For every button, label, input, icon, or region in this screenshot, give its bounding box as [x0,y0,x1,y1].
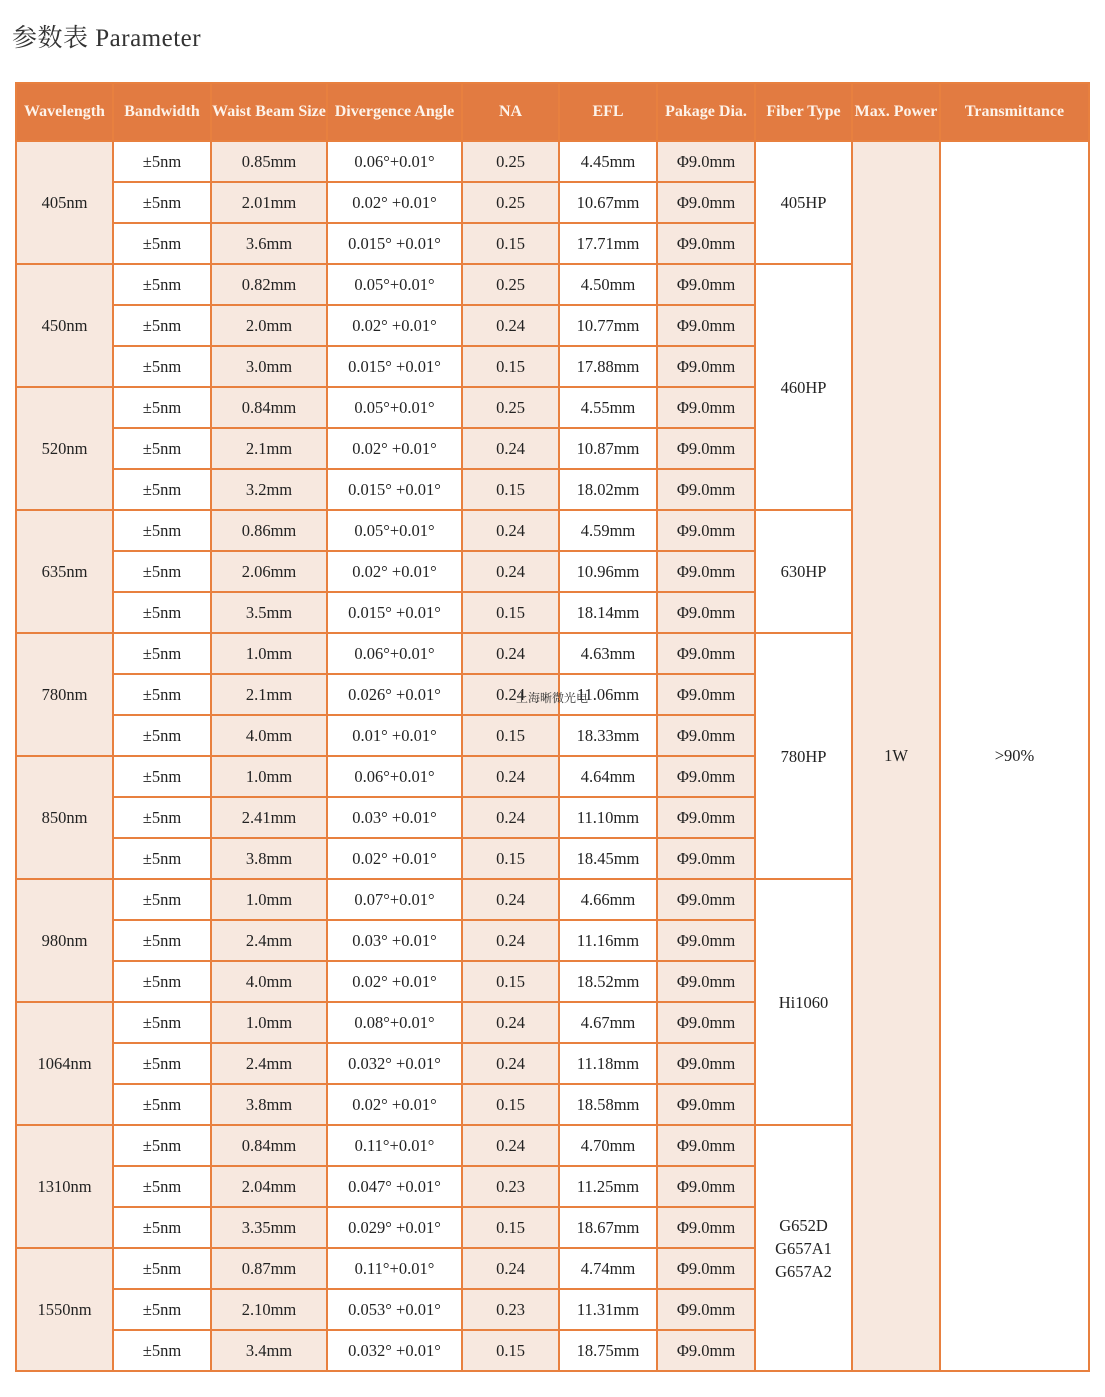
bandwidth-cell: ±5nm [113,1002,211,1043]
header-transmittance: Transmittance [940,83,1089,141]
wavelength-cell: 450nm [16,264,113,387]
wavelength-cell: 1310nm [16,1125,113,1248]
waist-beam-size-cell: 0.84mm [211,1125,327,1166]
divergence-angle-cell: 0.05°+0.01° [327,510,462,551]
efl-cell: 18.45mm [559,838,657,879]
waist-beam-size-cell: 2.41mm [211,797,327,838]
efl-cell: 18.02mm [559,469,657,510]
wavelength-cell: 635nm [16,510,113,633]
waist-beam-size-cell: 0.87mm [211,1248,327,1289]
package-dia-cell: Φ9.0mm [657,1166,755,1207]
na-cell: 0.24 [462,551,559,592]
package-dia-cell: Φ9.0mm [657,715,755,756]
divergence-angle-cell: 0.015° +0.01° [327,469,462,510]
efl-cell: 10.96mm [559,551,657,592]
na-cell: 0.24 [462,1002,559,1043]
bandwidth-cell: ±5nm [113,1207,211,1248]
bandwidth-cell: ±5nm [113,961,211,1002]
header-divergence-angle: Divergence Angle [327,83,462,141]
divergence-angle-cell: 0.015° +0.01° [327,592,462,633]
divergence-angle-cell: 0.02° +0.01° [327,428,462,469]
waist-beam-size-cell: 4.0mm [211,961,327,1002]
package-dia-cell: Φ9.0mm [657,387,755,428]
efl-cell: 4.63mm [559,633,657,674]
wavelength-cell: 780nm [16,633,113,756]
package-dia-cell: Φ9.0mm [657,264,755,305]
divergence-angle-cell: 0.029° +0.01° [327,1207,462,1248]
na-cell: 0.24 [462,879,559,920]
bandwidth-cell: ±5nm [113,879,211,920]
na-cell: 0.25 [462,387,559,428]
divergence-angle-cell: 0.026° +0.01° [327,674,462,715]
divergence-angle-cell: 0.07°+0.01° [327,879,462,920]
bandwidth-cell: ±5nm [113,756,211,797]
divergence-angle-cell: 0.05°+0.01° [327,264,462,305]
divergence-angle-cell: 0.03° +0.01° [327,797,462,838]
bandwidth-cell: ±5nm [113,1248,211,1289]
waist-beam-size-cell: 0.82mm [211,264,327,305]
efl-cell: 11.16mm [559,920,657,961]
bandwidth-cell: ±5nm [113,1043,211,1084]
divergence-angle-cell: 0.02° +0.01° [327,1084,462,1125]
watermark: 上海晰微光电 [516,691,589,705]
na-cell: 0.15 [462,1084,559,1125]
divergence-angle-cell: 0.02° +0.01° [327,182,462,223]
fiber-type-cell [755,1125,852,1371]
bandwidth-cell: ±5nm [113,838,211,879]
max-power-cell: 1W [852,141,940,1371]
package-dia-cell: Φ9.0mm [657,797,755,838]
waist-beam-size-cell: 2.04mm [211,1166,327,1207]
na-cell: 0.15 [462,223,559,264]
header-bandwidth: Bandwidth [113,83,211,141]
bandwidth-cell: ±5nm [113,469,211,510]
na-cell: 0.15 [462,592,559,633]
divergence-angle-cell: 0.053° +0.01° [327,1289,462,1330]
bandwidth-cell: ±5nm [113,428,211,469]
bandwidth-cell: ±5nm [113,797,211,838]
na-cell: 0.15 [462,1330,559,1371]
bandwidth-cell: ±5nm [113,305,211,346]
wavelength-cell: 405nm [16,141,113,264]
divergence-angle-cell: 0.032° +0.01° [327,1043,462,1084]
header-efl: EFL [559,83,657,141]
waist-beam-size-cell: 2.01mm [211,182,327,223]
fiber-type-line: 780HP [780,746,827,766]
bandwidth-cell: ±5nm [113,223,211,264]
na-cell: 0.15 [462,961,559,1002]
na-cell: 0.24 [462,1125,559,1166]
waist-beam-size-cell: 2.4mm [211,1043,327,1084]
fiber-type-cell [755,633,852,879]
waist-beam-size-cell: 0.85mm [211,141,327,182]
waist-beam-size-cell: 2.1mm [211,674,327,715]
table-row [16,141,1089,182]
bandwidth-cell: ±5nm [113,387,211,428]
divergence-angle-cell: 0.032° +0.01° [327,1330,462,1371]
efl-cell: 18.52mm [559,961,657,1002]
efl-cell: 4.70mm [559,1125,657,1166]
bandwidth-cell: ±5nm [113,1125,211,1166]
wavelength-cell: 1064nm [16,1002,113,1125]
fiber-type-line: G657A2 [775,1261,832,1281]
bandwidth-cell: ±5nm [113,346,211,387]
divergence-angle-cell: 0.08°+0.01° [327,1002,462,1043]
bandwidth-cell: ±5nm [113,182,211,223]
divergence-angle-cell: 0.02° +0.01° [327,961,462,1002]
bandwidth-cell: ±5nm [113,551,211,592]
divergence-angle-cell: 0.06°+0.01° [327,141,462,182]
bandwidth-cell: ±5nm [113,264,211,305]
bandwidth-cell: ±5nm [113,1330,211,1371]
header-wavelength: Wavelength [16,83,113,141]
header-na: NA [462,83,559,141]
fiber-type-cell [755,510,852,633]
na-cell: 0.24 [462,1043,559,1084]
fiber-type-line: G657A1 [775,1238,832,1258]
package-dia-cell: Φ9.0mm [657,305,755,346]
na-cell: 0.24 [462,510,559,551]
package-dia-cell: Φ9.0mm [657,346,755,387]
header-fiber-type: Fiber Type [755,83,852,141]
page-title: 参数表 Parameter [12,25,202,52]
divergence-angle-cell: 0.02° +0.01° [327,305,462,346]
waist-beam-size-cell: 2.1mm [211,428,327,469]
package-dia-cell: Φ9.0mm [657,141,755,182]
efl-cell: 18.33mm [559,715,657,756]
waist-beam-size-cell: 1.0mm [211,879,327,920]
waist-beam-size-cell: 3.0mm [211,346,327,387]
na-cell: 0.23 [462,1289,559,1330]
waist-beam-size-cell: 3.6mm [211,223,327,264]
bandwidth-cell: ±5nm [113,1289,211,1330]
fiber-type-cell [755,879,852,1125]
package-dia-cell: Φ9.0mm [657,674,755,715]
na-cell: 0.15 [462,715,559,756]
divergence-angle-cell: 0.01° +0.01° [327,715,462,756]
efl-cell: 4.64mm [559,756,657,797]
package-dia-cell: Φ9.0mm [657,920,755,961]
divergence-angle-cell: 0.06°+0.01° [327,756,462,797]
efl-cell: 18.75mm [559,1330,657,1371]
package-dia-cell: Φ9.0mm [657,1043,755,1084]
package-dia-cell: Φ9.0mm [657,1125,755,1166]
package-dia-cell: Φ9.0mm [657,1248,755,1289]
waist-beam-size-cell: 2.4mm [211,920,327,961]
divergence-angle-cell: 0.11°+0.01° [327,1248,462,1289]
na-cell: 0.24 [462,305,559,346]
bandwidth-cell: ±5nm [113,141,211,182]
efl-cell: 11.06mm [559,674,657,715]
na-cell: 0.24 [462,797,559,838]
efl-cell: 4.66mm [559,879,657,920]
waist-beam-size-cell: 1.0mm [211,756,327,797]
efl-cell: 17.71mm [559,223,657,264]
fiber-type-line: Hi1060 [778,992,829,1012]
divergence-angle-cell: 0.03° +0.01° [327,920,462,961]
efl-cell: 4.45mm [559,141,657,182]
na-cell: 0.15 [462,469,559,510]
waist-beam-size-cell: 3.35mm [211,1207,327,1248]
package-dia-cell: Φ9.0mm [657,838,755,879]
waist-beam-size-cell: 3.8mm [211,838,327,879]
package-dia-cell: Φ9.0mm [657,756,755,797]
package-dia-cell: Φ9.0mm [657,1207,755,1248]
package-dia-cell: Φ9.0mm [657,469,755,510]
divergence-angle-cell: 0.015° +0.01° [327,223,462,264]
package-dia-cell: Φ9.0mm [657,223,755,264]
wavelength-cell: 980nm [16,879,113,1002]
header-max-power: Max. Power [852,83,940,141]
bandwidth-cell: ±5nm [113,633,211,674]
package-dia-cell: Φ9.0mm [657,510,755,551]
waist-beam-size-cell: 2.0mm [211,305,327,346]
divergence-angle-cell: 0.11°+0.01° [327,1125,462,1166]
package-dia-cell: Φ9.0mm [657,592,755,633]
fiber-type-cell [755,141,852,264]
bandwidth-cell: ±5nm [113,715,211,756]
divergence-angle-cell: 0.02° +0.01° [327,551,462,592]
package-dia-cell: Φ9.0mm [657,428,755,469]
fiber-type-cell [755,264,852,510]
header-package-dia: Pakage Dia. [657,83,755,141]
waist-beam-size-cell: 0.86mm [211,510,327,551]
efl-cell: 4.67mm [559,1002,657,1043]
divergence-angle-cell: 0.05°+0.01° [327,387,462,428]
waist-beam-size-cell: 3.4mm [211,1330,327,1371]
package-dia-cell: Φ9.0mm [657,879,755,920]
wavelength-cell: 850nm [16,756,113,879]
waist-beam-size-cell: 1.0mm [211,633,327,674]
na-cell: 0.15 [462,838,559,879]
efl-cell: 11.18mm [559,1043,657,1084]
bandwidth-cell: ±5nm [113,1166,211,1207]
efl-cell: 11.25mm [559,1166,657,1207]
fiber-type-line: G652D [779,1215,828,1235]
package-dia-cell: Φ9.0mm [657,551,755,592]
efl-cell: 10.87mm [559,428,657,469]
na-cell: 0.24 [462,428,559,469]
efl-cell: 4.50mm [559,264,657,305]
wavelength-cell: 1550nm [16,1248,113,1371]
na-cell: 0.15 [462,1207,559,1248]
package-dia-cell: Φ9.0mm [657,1330,755,1371]
na-cell: 0.23 [462,1166,559,1207]
fiber-type-line: 460HP [780,377,827,397]
package-dia-cell: Φ9.0mm [657,961,755,1002]
na-cell: 0.24 [462,674,559,715]
efl-cell: 4.74mm [559,1248,657,1289]
efl-cell: 18.67mm [559,1207,657,1248]
package-dia-cell: Φ9.0mm [657,182,755,223]
waist-beam-size-cell: 3.5mm [211,592,327,633]
waist-beam-size-cell: 0.84mm [211,387,327,428]
package-dia-cell: Φ9.0mm [657,1289,755,1330]
bandwidth-cell: ±5nm [113,1084,211,1125]
waist-beam-size-cell: 1.0mm [211,1002,327,1043]
divergence-angle-cell: 0.047° +0.01° [327,1166,462,1207]
efl-cell: 17.88mm [559,346,657,387]
package-dia-cell: Φ9.0mm [657,633,755,674]
na-cell: 0.24 [462,633,559,674]
waist-beam-size-cell: 2.06mm [211,551,327,592]
efl-cell: 18.58mm [559,1084,657,1125]
transmittance-cell: >90% [940,141,1089,1371]
fiber-type-line: 405HP [780,193,827,212]
waist-beam-size-cell: 3.2mm [211,469,327,510]
bandwidth-cell: ±5nm [113,510,211,551]
efl-cell: 4.59mm [559,510,657,551]
na-cell: 0.25 [462,182,559,223]
divergence-angle-cell: 0.02° +0.01° [327,838,462,879]
efl-cell: 11.31mm [559,1289,657,1330]
wavelength-cell: 520nm [16,387,113,510]
bandwidth-cell: ±5nm [113,920,211,961]
efl-cell: 11.10mm [559,797,657,838]
efl-cell: 18.14mm [559,592,657,633]
package-dia-cell: Φ9.0mm [657,1084,755,1125]
na-cell: 0.24 [462,1248,559,1289]
header-waist-beam-size: Waist Beam Size [211,83,327,141]
header-row [16,83,1089,141]
efl-cell: 10.67mm [559,182,657,223]
efl-cell: 4.55mm [559,387,657,428]
efl-cell: 10.77mm [559,305,657,346]
na-cell: 0.15 [462,346,559,387]
divergence-angle-cell: 0.015° +0.01° [327,346,462,387]
na-cell: 0.24 [462,920,559,961]
waist-beam-size-cell: 2.10mm [211,1289,327,1330]
waist-beam-size-cell: 3.8mm [211,1084,327,1125]
bandwidth-cell: ±5nm [113,592,211,633]
na-cell: 0.25 [462,264,559,305]
package-dia-cell: Φ9.0mm [657,1002,755,1043]
bandwidth-cell: ±5nm [113,674,211,715]
parameter-table [15,82,1090,1372]
na-cell: 0.24 [462,756,559,797]
divergence-angle-cell: 0.06°+0.01° [327,633,462,674]
na-cell: 0.25 [462,141,559,182]
waist-beam-size-cell: 4.0mm [211,715,327,756]
fiber-type-line: 630HP [780,562,827,581]
